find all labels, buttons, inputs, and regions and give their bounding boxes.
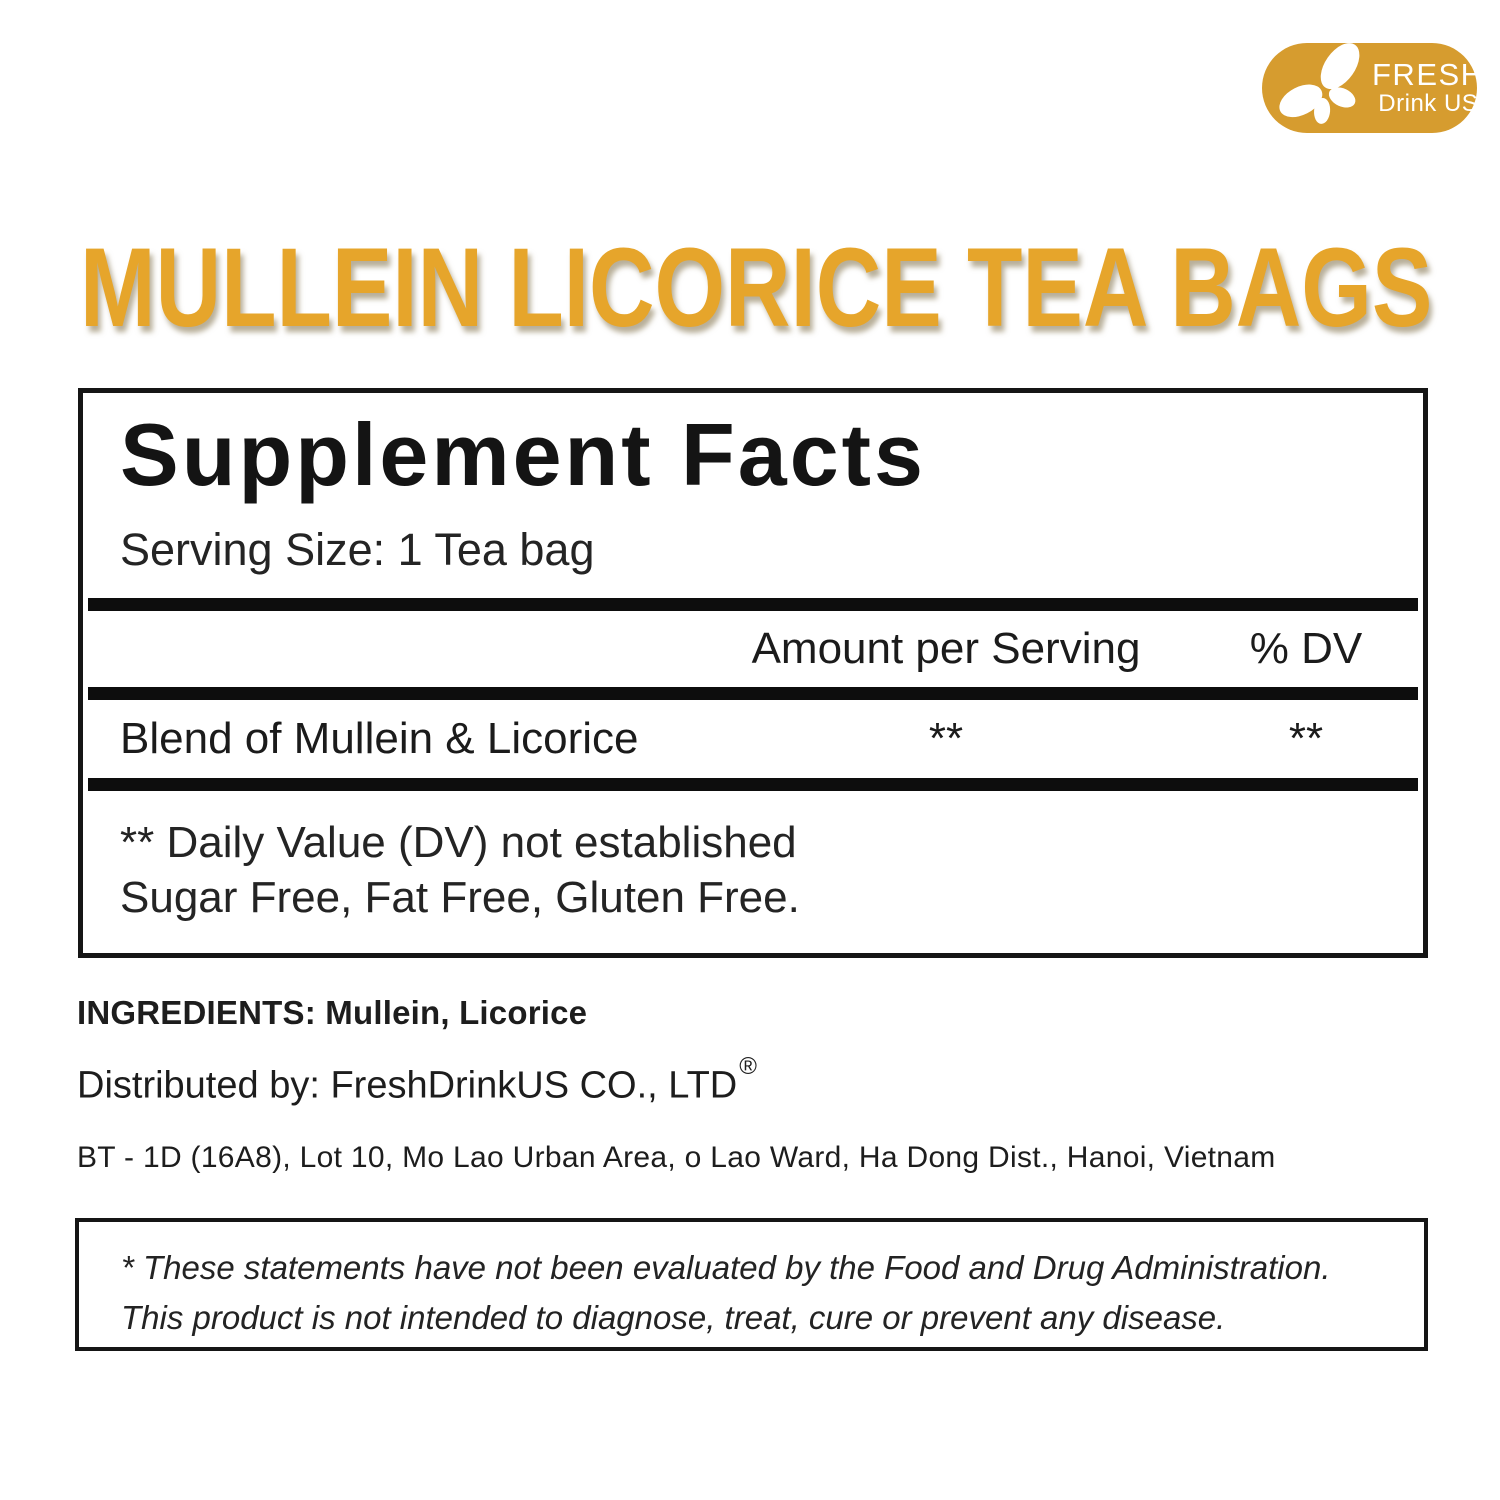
distributed-line <box>77 1053 757 1108</box>
footnote-dv: ** Daily Value (DV) not established <box>120 818 797 867</box>
product-title: MULLEIN LICORICE TEA BAGS <box>80 225 1433 350</box>
disclaimer-line2: This product is not intended to diagnose, treat, cure or prevent any disease. <box>121 1298 1226 1336</box>
facts-footnotes <box>83 791 1423 953</box>
table-row <box>83 700 1423 778</box>
fda-disclaimer-box <box>75 1218 1428 1351</box>
facts-column-headers <box>83 611 1423 687</box>
disclaimer-line1: * These statements have not been evaluated by the Food and Drug Administration. <box>121 1249 1331 1286</box>
brand-logo-text <box>1372 56 1485 118</box>
row-dv-value: ** <box>1288 714 1324 763</box>
facts-header-block <box>83 393 1423 598</box>
footnote-free: Sugar Free, Fat Free, Gluten Free. <box>120 873 800 922</box>
registered-mark: ® <box>739 1053 757 1080</box>
supplement-facts-panel <box>78 388 1428 958</box>
row-ingredient-name: Blend of Mullein & Licorice <box>120 714 639 763</box>
distributed-company: FreshDrinkUS CO., LTD <box>330 1064 738 1107</box>
col-dv-header: % DV <box>1249 624 1363 673</box>
brand-logo <box>1262 43 1485 133</box>
col-amount-header: Amount per Serving <box>751 624 1141 673</box>
brand-name-line1: FRESH <box>1372 56 1485 92</box>
brand-name-line2: Drink US <box>1378 90 1479 118</box>
thick-divider <box>88 598 1418 611</box>
ingredients-line: INGREDIENTS: Mullein, Licorice <box>77 994 588 1031</box>
thick-divider <box>88 778 1418 791</box>
serving-size: Serving Size: 1 Tea bag <box>120 524 595 575</box>
address-line: BT - 1D (16A8), Lot 10, Mo Lao Urban Area, o Lao Ward, Ha Dong Dist., Hanoi, Vietnam <box>77 1141 1276 1174</box>
facts-heading: Supplement Facts <box>120 405 926 504</box>
distributed-prefix: Distributed by: <box>77 1064 331 1107</box>
flower-icon <box>1262 43 1380 133</box>
row-amount-value: ** <box>928 714 964 763</box>
thick-divider <box>88 687 1418 700</box>
